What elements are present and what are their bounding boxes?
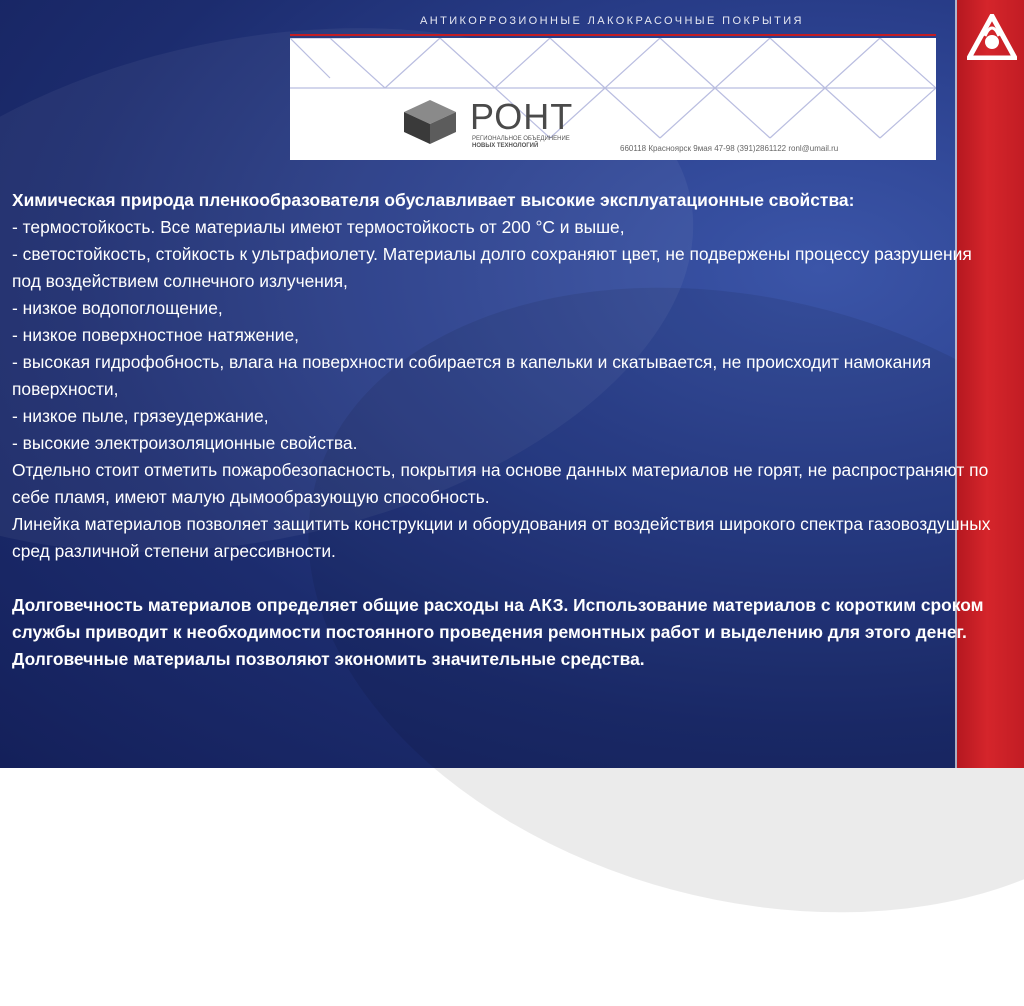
brand-subtitle [472,136,612,150]
brand-subtitle-line2: НОВЫХ ТЕХНОЛОГИЙ [472,143,539,149]
property-item: - термостойкость. Все материалы имеют термостойкость от 200 °C и выше, [12,217,625,237]
header-divider [290,34,936,36]
properties-heading: Химическая природа пленкообразователя обуславливает высокие эксплуатационные свойства: [12,190,855,210]
property-item: - низкое пыле, грязеудержание, [12,406,269,426]
property-item: - светостойкость, стойкость к ультрафиолету. Материалы долго сохраняют цвет, не подвержены процессу разрушения под воздействием солнечного излучения, [12,244,972,291]
ront-cube-logo-icon [400,98,460,146]
protection-paragraph: Линейка материалов позволяет защитить конструкции и оборудования от воздействия широкого спектра газовоздушных сред различной степени агрессивности. [12,514,991,561]
property-item: - низкое поверхностное натяжение, [12,325,299,345]
company-banner [290,38,936,160]
spacer [12,565,1002,592]
property-item: - высокие электроизоляционные свойства. [12,433,358,453]
fire-safety-paragraph: Отдельно стоит отметить пожаробезопасность, покрытия на основе данных материалов не горят, не распространяют по себе пламя, имеют малую дымообразующую способность. [12,460,989,507]
property-item: - высокая гидрофобность, влага на поверхности собирается в капельки и скатывается, не происходит намокания поверхности, [12,352,932,399]
conclusion-paragraph: Долговечность материалов определяет общие расходы на АКЗ. Использование материалов с коротким сроком службы приводит к необходимости постоянного проведения ремонтных работ и выделению для этого денег. Долговечные материалы позволяют экономить значительные средства. [12,595,984,669]
property-item: - низкое водопоглощение, [12,298,223,318]
triangle-grid-pattern [290,38,936,160]
slide-body [12,187,1002,673]
brand-contacts: 660118 Красноярск 9мая 47-98 (391)2861122 ronl@umail.ru [620,144,839,153]
header-title: АНТИКОРРОЗИОННЫЕ ЛАКОКРАСОЧНЫЕ ПОКРЫТИЯ [420,15,804,27]
company-logo-icon [967,14,1017,60]
brand-subtitle-line1: РЕГИОНАЛЬНОЕ ОБЪЕДИНЕНИЕ [472,136,570,142]
brand-name: РОНТ [470,96,574,137]
